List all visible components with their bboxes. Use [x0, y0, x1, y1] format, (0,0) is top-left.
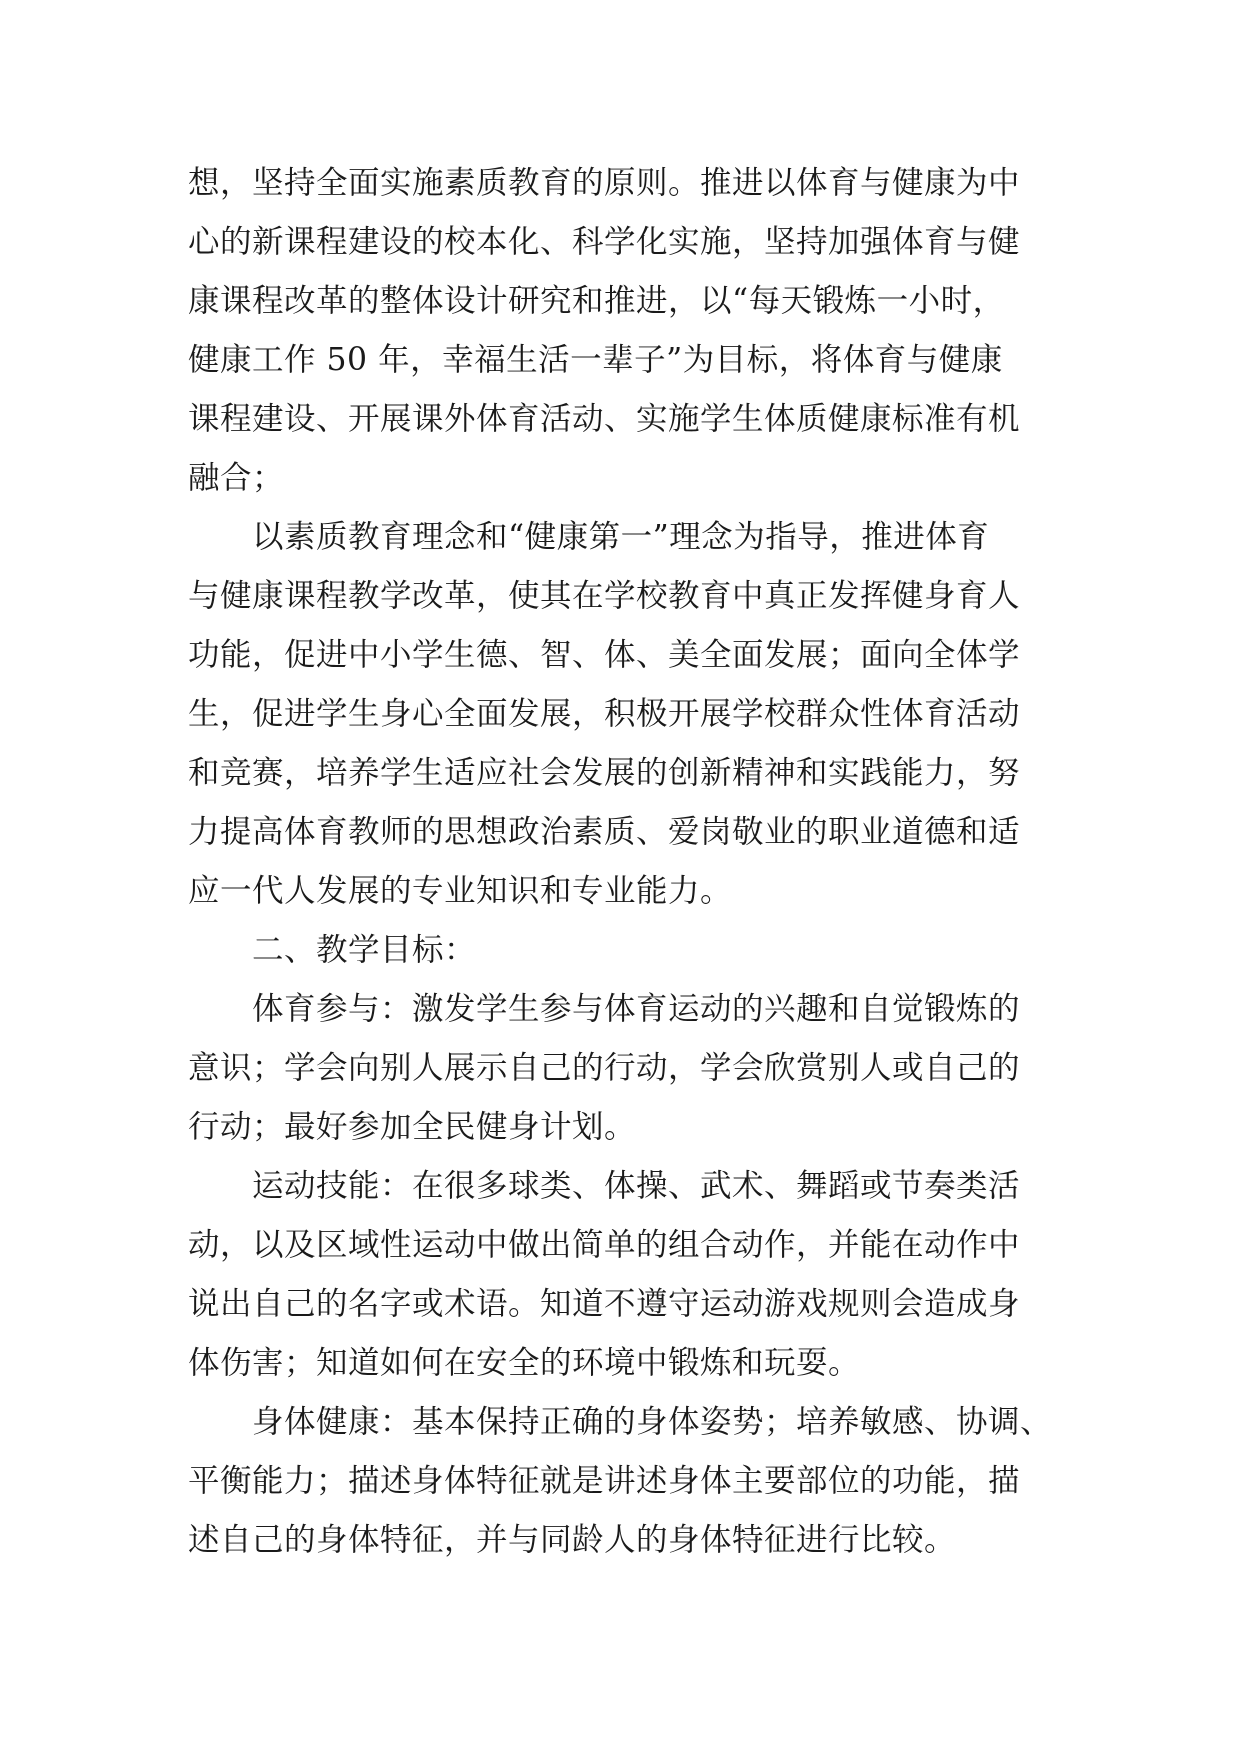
text-line: 与健康课程教学改革，使其在学校教育中真正发挥健身育人 — [188, 578, 1021, 614]
text-line: 康课程改革的整体设计研究和推进，以“每天锻炼一小时， — [188, 283, 1005, 319]
text-line: 体伤害；知道如何在安全的环境中锻炼和玩耍。 — [188, 1345, 861, 1381]
text-line: 平衡能力；描述身体特征就是讲述身体主要部位的功能，描 — [188, 1463, 1021, 1499]
text-line: 应一代人发展的专业知识和专业能力。 — [188, 873, 733, 909]
text-line: 意识；学会向别人展示自己的行动，学会欣赏别人或自己的 — [188, 1050, 1021, 1086]
text-line: 身体健康：基本保持正确的身体姿势；培养敏感、协调、 — [188, 1404, 1053, 1440]
text-line: 功能，促进中小学生德、智、体、美全面发展；面向全体学 — [188, 637, 1021, 673]
text-line: 融合； — [188, 460, 285, 496]
section-heading: 二、教学目标： — [188, 932, 477, 968]
text-line: 课程建设、开展课外体育活动、实施学生体质健康标准有机 — [188, 401, 1021, 437]
text-line: 以素质教育理念和“健康第一”理念为指导，推进体育 — [188, 519, 990, 555]
text-line: 说出自己的名字或术语。知道不遵守运动游戏规则会造成身 — [188, 1286, 1021, 1322]
document-body — [188, 154, 1068, 1570]
text-line: 生，促进学生身心全面发展，积极开展学校群众性体育活动 — [188, 696, 1021, 732]
text-line: 心的新课程建设的校本化、科学化实施，坚持加强体育与健 — [188, 224, 1021, 260]
text-line: 体育参与：激发学生参与体育运动的兴趣和自觉锻炼的 — [188, 991, 1021, 1027]
text-line: 运动技能：在很多球类、体操、武术、舞蹈或节奏类活 — [188, 1168, 1021, 1204]
text-line: 想，坚持全面实施素质教育的原则。推进以体育与健康为中 — [188, 165, 1021, 201]
text-line: 行动；最好参加全民健身计划。 — [188, 1109, 637, 1145]
text-line: 力提高体育教师的思想政治素质、爱岗敬业的职业道德和适 — [188, 814, 1021, 850]
text-line: 动，以及区域性运动中做出简单的组合动作，并能在动作中 — [188, 1227, 1021, 1263]
text-line: 健康工作 50 年，幸福生活一辈子”为目标，将体育与健康 — [188, 342, 1003, 378]
text-line: 述自己的身体特征，并与同龄人的身体特征进行比较。 — [188, 1522, 957, 1558]
text-line: 和竞赛，培养学生适应社会发展的创新精神和实践能力，努 — [188, 755, 1021, 791]
